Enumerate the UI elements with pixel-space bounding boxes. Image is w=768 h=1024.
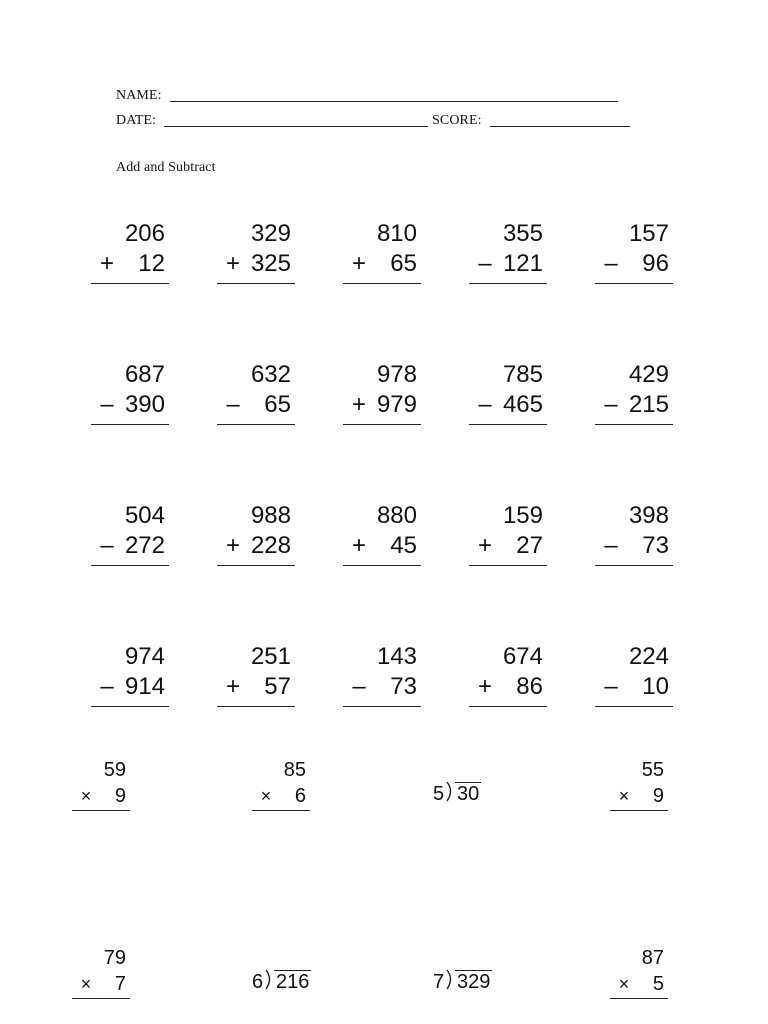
problem-bottom-number: 325 [250, 250, 291, 277]
problem-top-number: 674 [502, 643, 543, 670]
division-dividend: 329 [457, 971, 491, 993]
problem-top-number: 632 [250, 361, 291, 388]
multiply-operator: × [80, 786, 92, 806]
problem-top-number: 810 [376, 220, 417, 247]
division-dividend: 30 [457, 783, 480, 805]
problem-bottom-number: 65 [390, 250, 417, 277]
multiply-bottom-number: 5 [652, 973, 664, 995]
answer-line[interactable] [343, 424, 421, 425]
problem-top-number: 988 [250, 502, 291, 529]
multiply-top-number: 79 [103, 947, 126, 969]
problem-top-number: 785 [502, 361, 543, 388]
problem-operator: + [477, 673, 492, 700]
problem-r2-c2 [217, 360, 295, 440]
problem-r2-c5 [595, 360, 673, 440]
problem-bottom-number: 465 [502, 391, 543, 418]
problem-bottom-number: 27 [516, 532, 543, 559]
problem-r4-c1 [91, 642, 169, 722]
problem-operator: – [100, 532, 114, 559]
answer-line[interactable] [595, 706, 673, 707]
problem-top-number: 974 [124, 643, 165, 670]
date-line[interactable] [164, 126, 428, 127]
problem-top-number: 157 [628, 220, 669, 247]
answer-line[interactable] [469, 706, 547, 707]
multiply-operator: × [80, 974, 92, 994]
answer-line[interactable] [610, 998, 668, 999]
answer-line[interactable] [217, 565, 295, 566]
problem-bottom-number: 10 [642, 673, 669, 700]
problem-top-number: 329 [250, 220, 291, 247]
problem-top-number: 251 [250, 643, 291, 670]
problem-bottom-number: 390 [124, 391, 165, 418]
problem-r2-c4 [469, 360, 547, 440]
problem-bottom-number: 73 [390, 673, 417, 700]
answer-line[interactable] [595, 565, 673, 566]
problem-r2-c1 [91, 360, 169, 440]
problem-operator: – [604, 391, 618, 418]
problem-operator: – [604, 250, 618, 277]
problem-top-number: 206 [124, 220, 165, 247]
answer-line[interactable] [91, 706, 169, 707]
problem-bottom-number: 979 [376, 391, 417, 418]
problem-bottom-number: 228 [250, 532, 291, 559]
problem-top-number: 978 [376, 361, 417, 388]
multiply-operator: × [260, 786, 272, 806]
answer-line[interactable] [343, 283, 421, 284]
multiply-bottom-number: 9 [652, 785, 664, 807]
answer-line[interactable] [343, 565, 421, 566]
problem-bottom-number: 57 [264, 673, 291, 700]
multiply-operator: × [618, 786, 630, 806]
problem-operator: – [478, 250, 492, 277]
multiply-problem-r2-c4 [610, 946, 668, 1000]
division-bracket-icon [264, 968, 274, 990]
problem-bottom-number: 121 [502, 250, 543, 277]
division-divisor: 6 [252, 971, 264, 993]
multiply-top-number: 87 [641, 947, 664, 969]
score-line[interactable] [490, 126, 630, 127]
problem-operator: – [100, 673, 114, 700]
answer-line[interactable] [72, 810, 130, 811]
problem-bottom-number: 65 [264, 391, 291, 418]
problem-bottom-number: 86 [516, 673, 543, 700]
problem-top-number: 687 [124, 361, 165, 388]
problem-operator: + [351, 250, 366, 277]
problem-r1-c4 [469, 219, 547, 299]
problem-bottom-number: 215 [628, 391, 669, 418]
problem-bottom-number: 45 [390, 532, 417, 559]
problem-operator: – [226, 391, 240, 418]
problem-r2-c3 [343, 360, 421, 440]
division-divisor: 5 [433, 783, 445, 805]
problem-operator: – [604, 532, 618, 559]
answer-line[interactable] [469, 565, 547, 566]
multiply-top-number: 59 [103, 759, 126, 781]
multiply-problem-r1-c1 [72, 758, 130, 812]
multiply-top-number: 85 [283, 759, 306, 781]
problem-r3-c2 [217, 501, 295, 581]
problem-operator: + [99, 250, 114, 277]
answer-line[interactable] [610, 810, 668, 811]
division-bracket-icon [445, 780, 455, 802]
answer-line[interactable] [469, 424, 547, 425]
problem-operator: + [351, 532, 366, 559]
problem-r1-c5 [595, 219, 673, 299]
problem-bottom-number: 272 [124, 532, 165, 559]
problem-operator: + [477, 532, 492, 559]
multiply-problem-r2-c1 [72, 946, 130, 1000]
problem-r4-c5 [595, 642, 673, 722]
problem-operator: – [604, 673, 618, 700]
problem-bottom-number: 914 [124, 673, 165, 700]
problem-r3-c4 [469, 501, 547, 581]
problem-bottom-number: 73 [642, 532, 669, 559]
problem-r4-c3 [343, 642, 421, 722]
division-divisor: 7 [433, 971, 445, 993]
problem-top-number: 224 [628, 643, 669, 670]
problem-operator: + [351, 391, 366, 418]
problem-bottom-number: 12 [138, 250, 165, 277]
problem-r4-c2 [217, 642, 295, 722]
problem-top-number: 398 [628, 502, 669, 529]
name-line[interactable] [170, 101, 618, 102]
problem-bottom-number: 96 [642, 250, 669, 277]
answer-line[interactable] [91, 424, 169, 425]
answer-line[interactable] [217, 424, 295, 425]
problem-r1-c1 [91, 219, 169, 299]
answer-line[interactable] [91, 283, 169, 284]
answer-line[interactable] [72, 998, 130, 999]
division-bracket-icon [445, 968, 455, 990]
problem-operator: + [225, 532, 240, 559]
problem-top-number: 159 [502, 502, 543, 529]
problem-r3-c1 [91, 501, 169, 581]
date-label: DATE: [116, 113, 157, 128]
name-label: NAME: [116, 88, 162, 103]
answer-line[interactable] [343, 706, 421, 707]
answer-line[interactable] [252, 810, 310, 811]
problem-operator: – [100, 391, 114, 418]
problem-top-number: 355 [502, 220, 543, 247]
problem-operator: + [225, 250, 240, 277]
problem-r1-c2 [217, 219, 295, 299]
instructions: Add and Subtract [116, 160, 216, 175]
multiply-operator: × [618, 974, 630, 994]
score-label: SCORE: [432, 113, 482, 128]
answer-line[interactable] [91, 565, 169, 566]
problem-operator: + [225, 673, 240, 700]
multiply-bottom-number: 9 [114, 785, 126, 807]
problem-r4-c4 [469, 642, 547, 722]
problem-r3-c3 [343, 501, 421, 581]
problem-top-number: 429 [628, 361, 669, 388]
problem-operator: – [478, 391, 492, 418]
answer-line[interactable] [595, 424, 673, 425]
division-dividend: 216 [276, 971, 310, 993]
multiply-top-number: 55 [641, 759, 664, 781]
multiply-problem-r1-c4 [610, 758, 668, 812]
multiply-bottom-number: 6 [294, 785, 306, 807]
problem-r1-c3 [343, 219, 421, 299]
answer-line[interactable] [469, 283, 547, 284]
answer-line[interactable] [217, 283, 295, 284]
answer-line[interactable] [595, 283, 673, 284]
problem-r3-c5 [595, 501, 673, 581]
multiply-bottom-number: 7 [114, 973, 126, 995]
problem-top-number: 880 [376, 502, 417, 529]
problem-top-number: 143 [376, 643, 417, 670]
multiply-problem-r1-c2 [252, 758, 310, 812]
problem-operator: – [352, 673, 366, 700]
answer-line[interactable] [217, 706, 295, 707]
problem-top-number: 504 [124, 502, 165, 529]
